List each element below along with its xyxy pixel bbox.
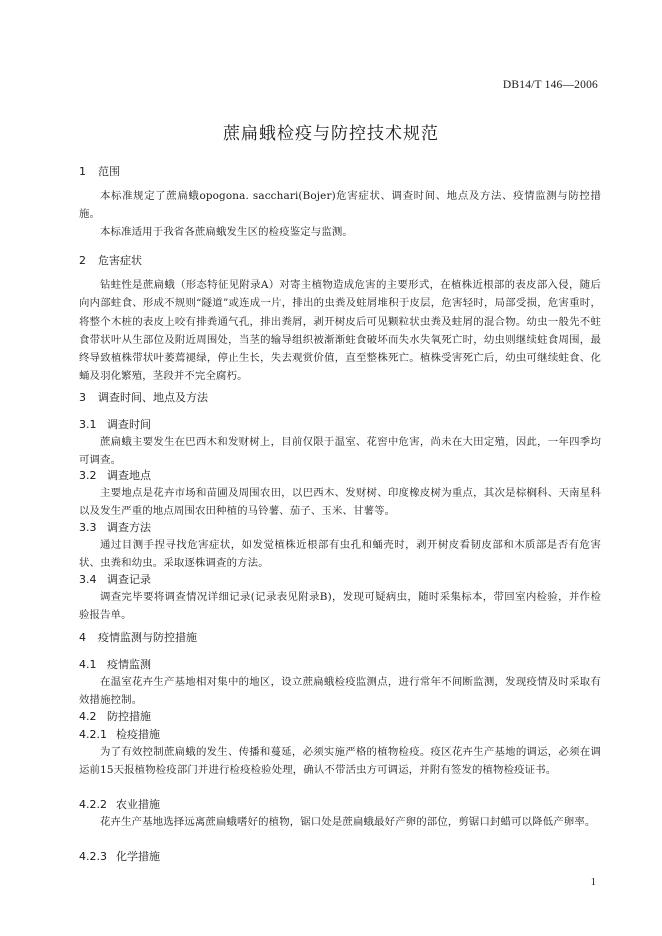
section-1-paragraph-2 [79, 223, 601, 241]
section-heading-4 [79, 631, 601, 645]
subsection-heading-4-2-3 [79, 850, 601, 864]
page-number: 1 [590, 877, 596, 888]
paragraph-text: 本标准规定了蔗扁蛾opogona. sacchari(Bojer)危害症状、调查时间、地点及方法、疫情监测与防控措施。 [79, 190, 601, 221]
subsection-number: 3.2 [79, 469, 97, 482]
section-heading-2 [79, 254, 601, 268]
section-number: 3 [79, 391, 86, 404]
document-title: 蔗扁蛾检疫与防控技术规范 [223, 124, 439, 144]
paragraph-text: 蔗扁蛾主要发生在巴西木和发财树上，目前仅限于温室、花窖中危害，尚未在大田定殖，因此，一年四季均可调查。 [79, 436, 601, 467]
subsection-3-2-paragraph [79, 484, 601, 521]
subsection-number: 4.1 [79, 658, 97, 671]
subsection-title: 农业措施 [116, 798, 160, 811]
subsection-title: 调查地点 [107, 469, 151, 482]
subsection-heading-3-2 [79, 469, 601, 483]
paragraph-text: 为了有效控制蔗扁蛾的发生、传播和蔓延，必须实施严格的植物检疫。疫区花卉生产基地的调运，必须在调运前15天报植物检疫部门并进行检疫检验处理，确认不带活虫方可调运，并附有签发的植物检疫证书。 [79, 746, 601, 777]
subsection-number: 4.2.2 [79, 798, 107, 811]
paragraph-text: 钻蛀性是蔗扁蛾（形态特征见附录A）对寄主植物造成危害的主要形式，在植株近根部的表皮部入侵，随后向内部蛀食、形成不规则“隧道”或连成一片，排出的虫粪及蛀屑堆积于皮层，危害轻时，局部受损，危害重时，将整个木桩的表皮上咬有排粪通气孔，排出粪屑，剥开树皮后可见颗粒状虫粪及蛀屑的混合物。幼虫一般先不蛀食带状叶从生部位及附近周围处，当茎的输导组织被渐渐蛀食破坏而失水失氧死亡时，幼虫则继续蛀食周围，最终导致植株带状叶萎蔫褪绿，停止生长，失去观赏价值，直至整株死亡。植株受害死亡后，幼虫可继续蛀食、化蛹及羽化繁殖，茎段并不完全腐朽。 [79, 279, 601, 383]
subsection-title: 检疫措施 [116, 728, 160, 741]
subsection-3-3-paragraph [79, 536, 601, 573]
section-2-paragraph [79, 276, 601, 386]
subsection-title: 调查方法 [107, 521, 151, 534]
paragraph-text: 调查完毕要将调查情况详细记录(记录表见附录B)，发现可疑病虫，随时采集标本，带回室内检验，并作检验报告单。 [79, 591, 601, 622]
subsection-title: 防控措施 [107, 710, 151, 723]
paragraph-text: 主要地点是花卉市场和苗圃及周围农田，以巴西木、发财树、印度橡皮树为重点，其次是棕榈科、天南星科以及发生严重的地点周围农田种植的马铃薯、茄子、玉米、甘薯等。 [79, 487, 601, 518]
section-1-paragraph-1 [79, 187, 601, 224]
subsection-heading-4-2 [79, 710, 601, 724]
section-title: 疫情监测与防控措施 [98, 631, 197, 644]
subsection-4-2-2-paragraph [79, 813, 601, 831]
subsection-4-1-paragraph [79, 673, 601, 710]
standard-code: DB14/T 146—2006 [502, 79, 598, 91]
section-heading-3 [79, 391, 601, 405]
section-title: 调查时间、地点及方法 [98, 391, 208, 404]
section-heading-1 [79, 165, 601, 179]
subsection-heading-3-3 [79, 521, 601, 535]
subsection-heading-4-2-2 [79, 798, 601, 812]
subsection-title: 疫情监测 [107, 658, 151, 671]
subsection-number: 3.1 [79, 418, 97, 431]
subsection-heading-4-1 [79, 658, 601, 672]
subsection-title: 调查记录 [107, 573, 151, 586]
paragraph-text: 花卉生产基地选择远离蔗扁蛾嗜好的植物，锯口处是蔗扁蛾最好产卵的部位，剪锯口封蜡可以降低产卵率。 [100, 816, 596, 828]
subsection-title: 调查时间 [107, 418, 151, 431]
section-number: 4 [79, 631, 86, 644]
subsection-number: 4.2.3 [79, 850, 107, 863]
subsection-title: 化学措施 [116, 850, 160, 863]
subsection-heading-4-2-1 [79, 728, 601, 742]
section-title: 危害症状 [98, 254, 142, 267]
subsection-number: 3.3 [79, 521, 97, 534]
paragraph-text: 通过目测手捏寻找危害症状，如发觉植株近根部有虫孔和蛹壳时，剥开树皮看韧皮部和木质部是否有危害状、虫粪和幼虫。采取逐株调查的方法。 [79, 539, 601, 570]
section-number: 2 [79, 254, 86, 267]
subsection-heading-3-1 [79, 418, 601, 432]
section-number: 1 [79, 165, 86, 178]
subsection-4-2-1-paragraph [79, 743, 601, 780]
paragraph-text: 本标准适用于我省各蔗扁蛾发生区的检疫鉴定与监测。 [100, 226, 353, 238]
section-title: 范围 [98, 165, 120, 178]
subsection-number: 3.4 [79, 573, 97, 586]
subsection-heading-3-4 [79, 573, 601, 587]
subsection-number: 4.2.1 [79, 728, 107, 741]
subsection-3-1-paragraph [79, 433, 601, 470]
subsection-3-4-paragraph [79, 588, 601, 625]
subsection-number: 4.2 [79, 710, 97, 723]
paragraph-text: 在温室花卉生产基地相对集中的地区，设立蔗扁蛾检疫监测点，进行常年不间断监测，发现疫情及时采取有效措施控制。 [79, 676, 601, 707]
